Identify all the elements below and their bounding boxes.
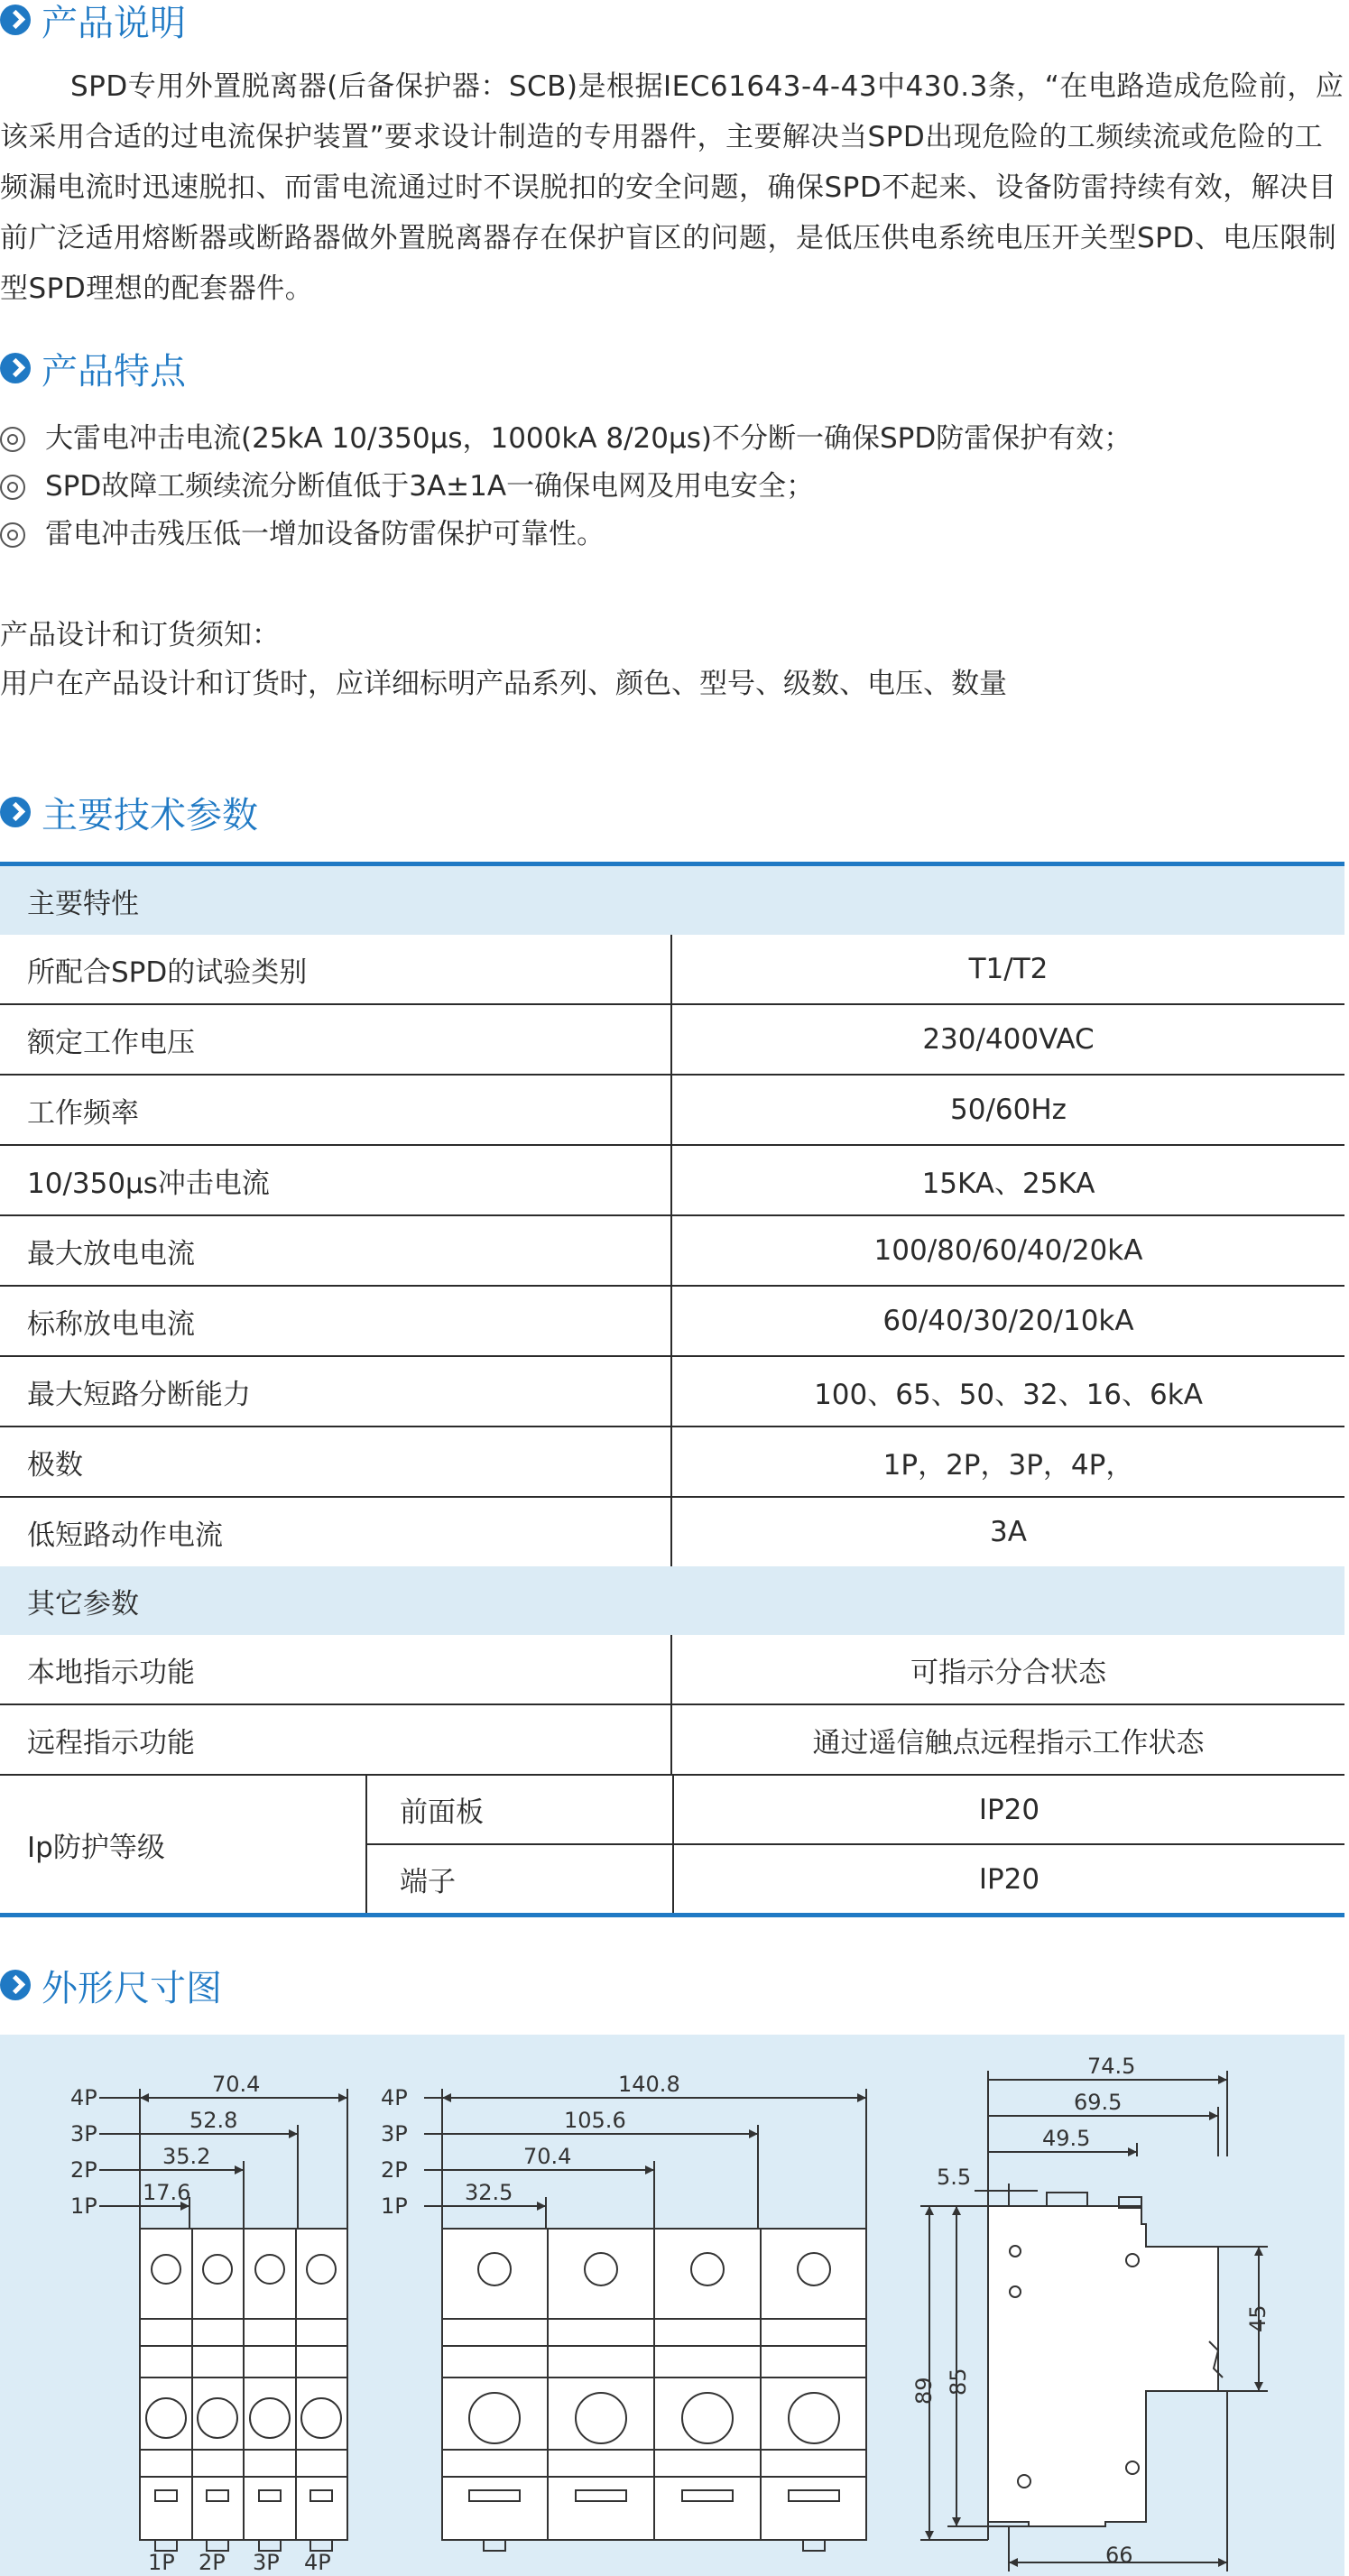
- dimension-label: 17.6: [143, 2180, 191, 2205]
- pole-label: 4P: [70, 2085, 97, 2110]
- chevron-right-icon: [0, 797, 31, 827]
- pole-label: 3P: [253, 2550, 280, 2575]
- pole-label: 2P: [70, 2157, 97, 2183]
- description-paragraph: SPD专用外置脱离器(后备保护器：SCB)是根据IEC61643-4-43中430.3条，“在电路造成危险前，应该采用合适的过电流保护装置”要求设计制造的专用器件，主要解决当SPD出现危险的工频续流或危险的工频漏电流时迅速脱扣、而雷电流通过时不误脱扣的安全问题，确保SPD不起来、设备防雷持续有效，解决目前广泛适用熔断器或断路器做外置脱离器存在保护盲区的问题，是低压供电系统电压开关型SPD、电压限制型SPD理想的配套器件。: [0, 70, 1344, 305]
- table-row: 额定工作电压 230/400VAC: [0, 1005, 1344, 1076]
- dimension-label: 89: [911, 2377, 937, 2405]
- pole-label: 4P: [304, 2550, 331, 2575]
- params-table: [0, 862, 1344, 1917]
- section-header-description: [0, 0, 186, 47]
- chevron-right-icon: [0, 5, 31, 35]
- dimension-drawing: [0, 2035, 1344, 2576]
- table-row: 低短路动作电流 3A: [0, 1498, 1344, 1566]
- section-header-features: [0, 341, 186, 395]
- dimension-label: 66: [1105, 2543, 1133, 2568]
- feature-item: 雷电冲击残压低一增加设备防雷保护可靠性。: [0, 511, 1344, 559]
- table-row: 标称放电电流 60/40/30/20/10kA: [0, 1287, 1344, 1357]
- double-circle-icon: [0, 522, 25, 548]
- table-row: 极数 1P，2P，3P，4P，: [0, 1427, 1344, 1498]
- dimension-label: 5.5: [937, 2165, 972, 2190]
- section-title: 产品说明: [42, 2, 186, 44]
- dimension-label: 70.4: [523, 2144, 572, 2169]
- table-group-header: 其它参数: [0, 1566, 1344, 1635]
- chevron-right-icon: [0, 353, 31, 383]
- feature-item: SPD故障工频续流分断值低于3A±1A一确保电网及用电安全；: [0, 463, 1344, 511]
- side-view: [920, 2071, 1268, 2571]
- dimension-label: 105.6: [564, 2108, 626, 2133]
- dimension-label: 35.2: [162, 2144, 211, 2169]
- pole-label: 2P: [199, 2550, 226, 2575]
- dimension-label: 70.4: [212, 2072, 261, 2097]
- table-row: 10/350μs冲击电流 15KA、25KA: [0, 1146, 1344, 1216]
- double-circle-icon: [0, 427, 25, 452]
- dimension-drawing-svg: [0, 2035, 1344, 2576]
- section-title: 外形尺寸图: [42, 1967, 222, 2009]
- dimension-label: 140.8: [618, 2072, 680, 2097]
- section-title: 产品特点: [42, 350, 186, 392]
- front-view-large: [424, 2089, 866, 2551]
- features-list: [0, 415, 1344, 559]
- dimension-label: 45: [1245, 2304, 1270, 2332]
- table-row: 工作频率 50/60Hz: [0, 1076, 1344, 1146]
- table-row-ip: Ip防护等级 前面板 端子 IP20 IP20: [0, 1776, 1344, 1913]
- dimension-label: 69.5: [1074, 2090, 1123, 2115]
- dimension-label: 74.5: [1087, 2054, 1136, 2079]
- table-group-header: 主要特性: [0, 866, 1344, 935]
- dimension-label: 85: [946, 2368, 971, 2396]
- section-title: 主要技术参数: [42, 794, 258, 836]
- pole-label: 1P: [148, 2550, 175, 2575]
- section-header-dimensions: [0, 1958, 222, 2012]
- table-row: 本地指示功能 可指示分合状态: [0, 1635, 1344, 1705]
- feature-item: 大雷电冲击电流(25kA 10/350μs，1000kA 8/20μs)不分断一确保SPD防雷保护有效；: [0, 415, 1344, 463]
- pole-label: 2P: [381, 2157, 408, 2183]
- front-view-4p: [99, 2089, 347, 2551]
- double-circle-icon: [0, 475, 25, 500]
- order-note-text: 用户在产品设计和订货时，应详细标明产品系列、颜色、型号、级数、电压、数量: [0, 668, 1007, 700]
- dimension-label: 52.8: [189, 2108, 238, 2133]
- pole-label: 4P: [381, 2085, 408, 2110]
- chevron-right-icon: [0, 1970, 31, 2000]
- table-row: 远程指示功能 通过遥信触点远程指示工作状态: [0, 1705, 1344, 1776]
- table-row: 最大放电电流 100/80/60/40/20kA: [0, 1216, 1344, 1287]
- pole-label: 1P: [381, 2193, 408, 2219]
- pole-label: 1P: [70, 2193, 97, 2219]
- dimension-label: 49.5: [1042, 2126, 1091, 2151]
- pole-label: 3P: [70, 2121, 97, 2147]
- pole-label: 3P: [381, 2121, 408, 2147]
- table-row: 所配合SPD的试验类别 T1/T2: [0, 935, 1344, 1005]
- table-row: 最大短路分断能力 100、65、50、32、16、6kA: [0, 1357, 1344, 1427]
- section-header-params: [0, 785, 258, 839]
- dimension-label: 32.5: [465, 2180, 513, 2205]
- order-note-title: 产品设计和订货须知：: [0, 619, 280, 651]
